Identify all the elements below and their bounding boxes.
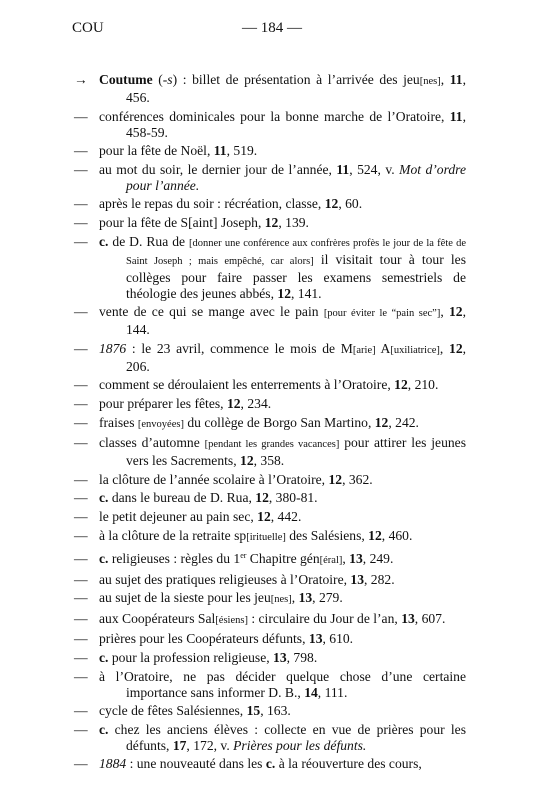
- entry-text: des Salésiens,: [285, 527, 369, 543]
- index-entry: [74, 703, 466, 719]
- volume-number: 15: [246, 703, 261, 719]
- entry-text: , 607.: [414, 610, 446, 626]
- dash-marker: —: [74, 377, 88, 393]
- entry-text: à l’Oratoire, ne pas décider quelque chose d’une certaine importance sans informer D. B.,: [99, 668, 466, 700]
- volume-number: 14: [304, 684, 318, 700]
- entry-text: cycle de fêtes Salésiennes,: [99, 703, 247, 719]
- index-entry: [74, 472, 466, 488]
- entry-text: au sujet de la sieste pour les jeu: [99, 590, 271, 606]
- entry-text: à la réouverture des cours,: [275, 756, 422, 772]
- entry-text: au sujet des pratiques religieuses à l’Oratoire,: [99, 571, 351, 587]
- entry-text: , 524, v.: [349, 161, 400, 177]
- entry-text: , 358.: [253, 453, 285, 469]
- entry-text: pour attirer les jeunes vers les Sacrements,: [126, 435, 467, 469]
- running-title: COU: [72, 20, 104, 36]
- entry-text: [uxiliatrice]: [390, 344, 440, 356]
- entry-text: , 111.: [317, 684, 348, 700]
- volume-number: c.: [99, 650, 109, 666]
- entry-text: vente de ce qui se mange avec le pain: [99, 304, 324, 320]
- index-entries: [74, 72, 466, 775]
- entry-text: [pour éviter le “pain sec”]: [323, 308, 441, 320]
- volume-number: 12: [368, 527, 382, 543]
- entry-text: ,: [440, 72, 450, 87]
- entry-text: , 210.: [407, 377, 439, 393]
- volume-number: 13: [349, 551, 363, 567]
- entry-text: -s: [162, 72, 173, 87]
- volume-number: 13: [401, 610, 415, 626]
- entry-text: Mot d’ordre pour l’année.: [126, 161, 467, 193]
- index-entry: [74, 72, 466, 106]
- dash-marker: —: [74, 703, 88, 719]
- index-entry: [74, 396, 466, 412]
- entry-text: [pendant les grandes vacances]: [204, 439, 340, 451]
- volume-number: 12: [374, 414, 389, 430]
- entry-text: classes d’automne: [99, 435, 205, 451]
- entry-text: , 458-59.: [126, 108, 466, 140]
- entry-text: er: [240, 551, 247, 561]
- index-entry: [74, 490, 466, 506]
- page-header: [72, 20, 472, 40]
- entry-text: au mot du soir, le dernier jour de l’année,: [99, 161, 337, 177]
- entry-text: pour la fête de S: [99, 214, 189, 230]
- volume-number: 12: [394, 377, 408, 393]
- entry-text: de D. Rua de: [108, 233, 190, 249]
- dash-marker: —: [74, 490, 88, 506]
- dash-marker: —: [74, 233, 88, 249]
- entry-text: , 206.: [126, 340, 467, 374]
- entry-text: (: [152, 72, 163, 87]
- entry-text: , 234.: [240, 395, 272, 411]
- volume-number: 12: [240, 453, 254, 469]
- entry-text: [aint]: [188, 214, 218, 230]
- entry-text: [envoyées]: [137, 418, 184, 430]
- dash-marker: —: [74, 631, 88, 647]
- page-number: — 184 —: [242, 20, 302, 36]
- volume-number: 12: [449, 304, 463, 320]
- entry-text: après le repas du soir : récréation, classe,: [99, 196, 325, 212]
- volume-number: 11: [449, 72, 463, 87]
- volume-number: 11: [336, 161, 350, 177]
- dash-marker: —: [74, 471, 88, 487]
- entry-text: , 460.: [381, 527, 413, 543]
- entry-text: , 163.: [260, 703, 291, 719]
- entry-text: [nes]: [270, 594, 292, 606]
- index-entry: [74, 215, 466, 231]
- entry-text: [donner une conférence aux confrères profès le jour de la fête de Saint Joseph ; mais empêché, car alors]: [126, 237, 466, 267]
- volume-number: 12: [328, 471, 343, 487]
- index-entry: [74, 415, 466, 433]
- volume-number: 17: [172, 737, 187, 753]
- index-entry: [74, 631, 466, 647]
- index-entry: [74, 548, 466, 569]
- index-entry: [74, 435, 466, 469]
- dash-marker: —: [74, 527, 88, 543]
- index-entry: [74, 572, 466, 588]
- volume-number: c.: [99, 233, 109, 249]
- entry-text: chez les anciens élèves : collecte en vue de prières pour les défunts,: [108, 721, 466, 753]
- index-entry: [74, 509, 466, 525]
- entry-text: , 798.: [286, 650, 318, 666]
- index-entry: [74, 528, 466, 546]
- entry-text: ,: [291, 590, 299, 606]
- arrow-icon: →: [74, 72, 88, 87]
- dash-marker: —: [74, 161, 88, 177]
- entry-text: , 282.: [364, 571, 395, 587]
- dash-marker: —: [74, 756, 88, 772]
- entry-text: dans le bureau de D. Rua,: [108, 490, 256, 506]
- dash-marker: —: [74, 508, 88, 524]
- entry-text: , 139.: [278, 214, 309, 230]
- dash-marker: —: [74, 571, 88, 587]
- dash-marker: —: [74, 650, 88, 666]
- index-entry: [74, 143, 466, 159]
- volume-number: c.: [265, 756, 276, 772]
- entry-text: , 279.: [312, 590, 343, 606]
- entry-text: , 249.: [362, 551, 394, 567]
- entry-text: , 442.: [270, 508, 302, 524]
- dash-marker: —: [74, 304, 88, 320]
- volume-number: 13: [308, 631, 323, 647]
- volume-number: c.: [99, 721, 109, 737]
- entry-text: comment se déroulaient les enterrements à l’Oratoire,: [99, 377, 395, 393]
- index-entry: [74, 611, 466, 629]
- volume-number: 12: [255, 490, 269, 506]
- dash-marker: —: [74, 143, 88, 159]
- volume-number: c.: [99, 551, 109, 567]
- dash-marker: —: [74, 395, 88, 411]
- entry-text: la clôture de l’année scolaire à l’Oratoire,: [99, 471, 329, 487]
- entry-text: ,: [439, 340, 450, 356]
- entry-text: , 144.: [126, 304, 466, 338]
- entry-text: , 362.: [342, 471, 373, 487]
- entry-text: fraises: [99, 414, 138, 430]
- dash-marker: —: [74, 551, 88, 567]
- entry-text: , 380-81.: [268, 490, 318, 506]
- volume-number: 11: [449, 108, 463, 124]
- index-entry: [74, 650, 466, 666]
- entry-text: prières pour les Coopérateurs défunts,: [99, 631, 309, 647]
- index-entry: [74, 234, 466, 302]
- entry-text: [irituelle]: [246, 531, 286, 543]
- entry-text: pour la profession religieuse,: [108, 650, 274, 666]
- dash-marker: —: [74, 214, 88, 230]
- volume-number: 12: [226, 395, 241, 411]
- entry-text: [arie]: [352, 344, 376, 356]
- dash-marker: —: [74, 610, 88, 626]
- entry-text: pour la fête de Noël,: [99, 143, 214, 159]
- dash-marker: —: [74, 196, 88, 212]
- volume-number: 12: [257, 508, 271, 524]
- volume-number: 12: [449, 340, 463, 356]
- entry-text: conférences dominicales pour la bonne marche de l’Oratoire,: [99, 108, 450, 124]
- volume-number: 13: [298, 590, 313, 606]
- volume-number: 12: [277, 285, 291, 301]
- entry-text: le petit dejeuner au pain sec,: [99, 508, 258, 524]
- entry-text: , 141.: [290, 285, 322, 301]
- entry-text: Joseph,: [217, 214, 265, 230]
- entry-text: ,: [342, 551, 350, 567]
- index-entry: [74, 162, 466, 194]
- entry-text: aux Coopérateurs Sal: [99, 610, 216, 626]
- volume-number: Coutume: [99, 72, 153, 87]
- entry-text: à la clôture de la retraite sp: [99, 527, 247, 543]
- dash-marker: —: [74, 414, 88, 430]
- volume-number: 12: [324, 196, 339, 212]
- index-entry: [74, 341, 466, 375]
- entry-text: , 60.: [338, 196, 363, 212]
- entry-text: il visitait tour à tour les collèges pour faire passer les examens semestriels de théologie des jeunes abbés,: [126, 251, 466, 301]
- entry-text: A: [375, 340, 391, 356]
- entry-text: 1876: [99, 340, 127, 356]
- entry-text: , 242.: [388, 414, 419, 430]
- index-entry: [74, 722, 466, 754]
- index-entry: [74, 590, 466, 608]
- entry-text: , 610.: [322, 631, 354, 647]
- entry-text: ,: [440, 304, 449, 320]
- index-entry: [74, 304, 466, 338]
- entry-text: religieuses : règles du 1: [108, 551, 241, 567]
- volume-number: 12: [264, 214, 279, 230]
- entry-text: , 172, v.: [186, 737, 234, 753]
- entry-text: , 519.: [226, 143, 258, 159]
- index-entry: [74, 377, 466, 393]
- entry-text: Prières pour les défunts.: [233, 737, 367, 753]
- entry-text: : circulaire du Jour de l’an,: [247, 610, 402, 626]
- entry-text: [ésiens]: [215, 614, 248, 626]
- volume-number: 13: [273, 650, 287, 666]
- dash-marker: —: [74, 435, 88, 451]
- entry-text: du collège de Borgo San Martino,: [183, 414, 375, 430]
- entry-text: [éral]: [319, 555, 343, 567]
- entry-text: Chapitre gén: [246, 551, 320, 567]
- dash-marker: —: [74, 668, 88, 684]
- entry-text: [nes]: [419, 76, 441, 87]
- entry-text: : une nouveauté dans les: [126, 756, 266, 772]
- entry-text: ) : billet de présentation à l’arrivée des jeu: [172, 72, 420, 87]
- dash-marker: —: [74, 721, 88, 737]
- entry-text: 1884: [99, 756, 127, 772]
- entry-text: : le 23 avril, commence le mois de M: [126, 340, 353, 356]
- dash-marker: —: [74, 108, 88, 124]
- entry-text: , 456.: [126, 72, 466, 105]
- index-entry: [74, 196, 466, 212]
- index-entry: [74, 109, 466, 141]
- index-entry: [74, 756, 466, 772]
- index-entry: [74, 669, 466, 701]
- entry-text: pour préparer les fêtes,: [99, 395, 227, 411]
- volume-number: 13: [350, 571, 364, 587]
- dash-marker: —: [74, 590, 88, 606]
- volume-number: 11: [213, 143, 227, 159]
- dash-marker: —: [74, 340, 88, 356]
- volume-number: c.: [99, 490, 109, 506]
